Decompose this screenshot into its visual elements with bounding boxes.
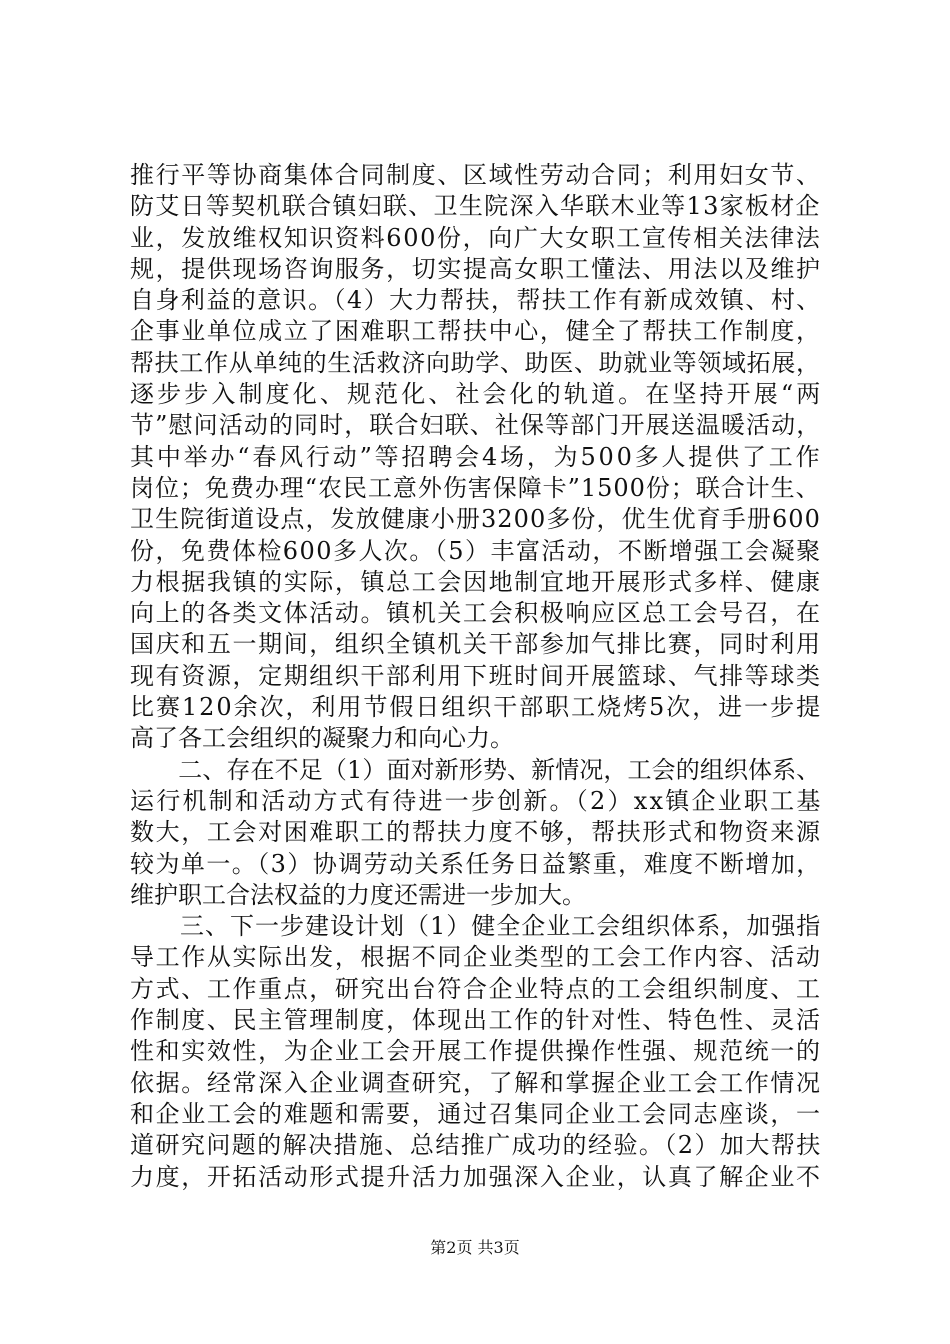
text-line: 力根据我镇的实际，镇总工会因地制宜地开展形式多样、健康 bbox=[130, 567, 822, 596]
text-line: 国庆和五一期间，组织全镇机关干部参加气排比赛，同时利用 bbox=[130, 630, 822, 659]
body-text bbox=[130, 160, 824, 1193]
text-line: 导工作从实际出发，根据不同企业类型的工会工作内容、活动 bbox=[130, 943, 822, 972]
text-line: 性和实效性，为企业工会开展工作提供操作性强、规范统一的 bbox=[130, 1037, 822, 1066]
text-line: 现有资源，定期组织干部利用下班时间开展篮球、气排等球类 bbox=[130, 661, 822, 690]
text-line: 份，免费体检600多人次。（5）丰富活动，不断增强工会凝聚 bbox=[130, 536, 822, 565]
text-line: 道研究问题的解决措施、总结推广成功的经验。（2）加大帮扶 bbox=[130, 1131, 822, 1160]
text-line: 自身利益的意识。（4）大力帮扶，帮扶工作有新成效镇、村、 bbox=[130, 286, 822, 315]
text-line: 岗位；免费办理“农民工意外伤害保障卡”1500份；联合计生、 bbox=[130, 473, 821, 502]
text-line: 节”慰问活动的同时，联合妇联、社保等部门开展送温暖活动， bbox=[130, 411, 822, 440]
text-line: 推行平等协商集体合同制度、区域性劳动合同；利用妇女节、 bbox=[130, 161, 822, 189]
text-line: 向上的各类文体活动。镇机关工会积极响应区总工会号召，在 bbox=[130, 599, 822, 628]
text-line: 高了各工会组织的凝聚力和向心力。 bbox=[130, 724, 514, 753]
text-line: 逐步步入制度化、规范化、社会化的轨道。在坚持开展“两 bbox=[130, 380, 824, 409]
text-line: 力度，开拓活动形式提升活力加强深入企业，认真了解企业不 bbox=[130, 1162, 822, 1191]
text-line: 和企业工会的难题和需要，通过召集同企业工会同志座谈，一 bbox=[130, 1099, 822, 1128]
text-line: 数大，工会对困难职工的帮扶力度不够，帮扶形式和物资来源 bbox=[130, 818, 822, 847]
text-line: 二、存在不足（1）面对新形势、新情况，工会的组织体系、 bbox=[130, 755, 821, 784]
page-footer: 第2页 共3页 bbox=[430, 1238, 520, 1257]
text-line: 维护职工合法权益的力度还需进一步加大。 bbox=[130, 880, 586, 909]
text-line: 作制度、民主管理制度，体现出工作的针对性、特色性、灵活 bbox=[130, 1006, 822, 1035]
text-line: 企事业单位成立了困难职工帮扶中心，健全了帮扶工作制度， bbox=[130, 317, 822, 346]
text-line: 防艾日等契机联合镇妇联、卫生院深入华联木业等13家板材企 bbox=[130, 192, 821, 221]
text-line: 卫生院街道设点，发放健康小册3200多份，优生优育手册600 bbox=[130, 505, 821, 534]
text-line: 比赛120余次，利用节假日组织干部职工烧烤5次，进一步提 bbox=[130, 693, 823, 722]
text-line: 其中举办“春风行动”等招聘会4场，为500多人提供了工作 bbox=[130, 442, 823, 471]
text-line: 运行机制和活动方式有待进一步创新。（2）xx镇企业职工基 bbox=[130, 786, 823, 815]
text-line: 较为单一。（3）协调劳动关系任务日益繁重，难度不断增加， bbox=[130, 849, 822, 878]
text-line: 三、下一步建设计划（1）健全企业工会组织体系，加强指 bbox=[130, 912, 822, 941]
text-line: 业，发放维权知识资料600份，向广大女职工宣传相关法律法 bbox=[130, 223, 822, 252]
text-line: 依据。经常深入企业调查研究，了解和掌握企业工会工作情况 bbox=[130, 1068, 822, 1097]
text-line: 方式、工作重点，研究出台符合企业特点的工会组织制度、工 bbox=[130, 974, 822, 1003]
text-line: 规，提供现场咨询服务，切实提高女职工懂法、用法以及维护 bbox=[130, 254, 822, 283]
text-line: 帮扶工作从单纯的生活救济向助学、助医、助就业等领域拓展， bbox=[130, 348, 821, 377]
